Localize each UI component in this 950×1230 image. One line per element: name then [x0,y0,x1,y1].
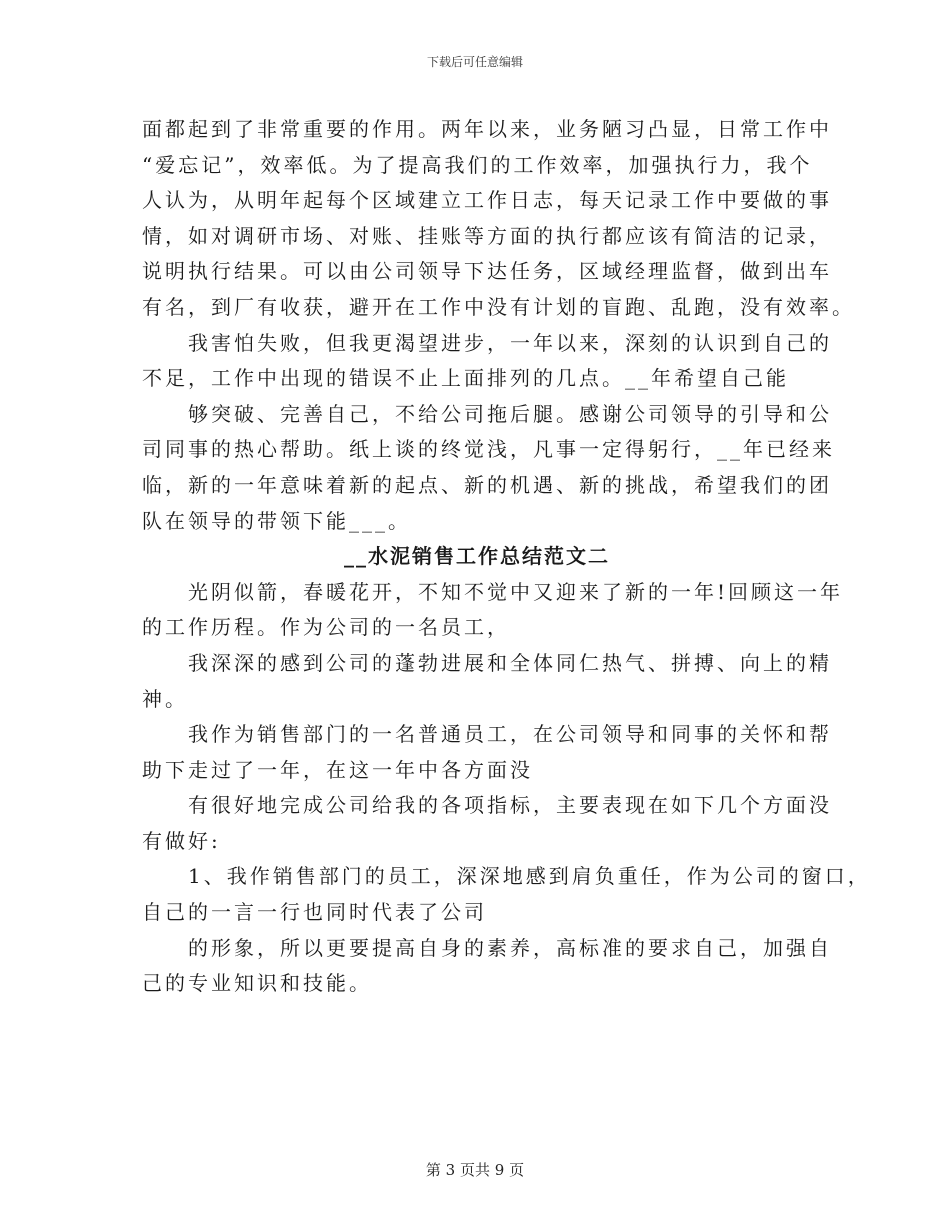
body-line: 够突破、完善自己，不给公司拖后腿。感谢公司领导的引导和公 [188,401,832,426]
body-line: 的工作历程。作为公司的一名员工， [142,615,510,640]
document-body [142,112,871,1002]
body-line: 有做好: [142,828,221,853]
page-number: 第 3 页共 9 页 [425,1161,525,1179]
body-line: 有名，到厂有收获，避开在工作中没有计划的盲跑、乱跑，没有效率。 [142,294,855,319]
section-heading: __水泥销售工作总结范文二 [344,544,610,569]
body-line: 人认为，从明年起每个区域建立工作日志，每天记录工作中要做的事 [142,188,832,213]
body-line: 有很好地完成公司给我的各项指标，主要表现在如下几个方面没 [188,793,832,818]
body-line: 情，如对调研市场、对账、挂账等方面的执行都应该有简洁的记录， [142,223,832,248]
body-line: 临，新的一年意味着新的起点、新的机遇、新的挑战，希望我们的团 [142,472,832,497]
body-line: 1、我作销售部门的员工，深深地感到肩负重任，作为公司的窗口， [188,864,871,889]
body-line: “爱忘记”，效率低。为了提高我们的工作效率，加强执行力，我个 [142,152,813,177]
body-line: 自己的一言一行也同时代表了公司 [142,900,487,925]
body-line: 我害怕失败，但我更渴望进步，一年以来，深刻的认识到自己的 [188,330,832,355]
body-line: 我深深的感到公司的蓬勃进展和全体同仁热气、拼搏、向上的精 [188,650,832,675]
body-line: 说明执行结果。可以由公司领导下达任务，区域经理监督，做到出车 [142,259,832,284]
body-line: 司同事的热心帮助。纸上谈的终觉浅，凡事一定得躬行，__年已经来 [142,437,835,462]
header-note: 下载后可任意编辑 [426,55,523,69]
body-line: 队在领导的带领下能___。 [142,508,411,533]
body-line: 光阴似箭，春暖花开，不知不觉中又迎来了新的一年!回顾这一年 [188,579,844,604]
body-line: 己的专业知识和技能。 [142,971,372,996]
body-line: 面都起到了非常重要的作用。两年以来，业务陋习凸显，日常工作中 [142,117,832,141]
body-line: 不足，工作中出现的错误不止上面排列的几点。__年希望自己能 [142,366,789,391]
body-line: 我作为销售部门的一名普通员工，在公司领导和同事的关怀和帮 [188,722,832,747]
body-line: 助下走过了一年，在这一年中各方面没 [142,757,533,782]
body-line: 的形象，所以更要提高自身的素养，高标准的要求自己，加强自 [188,935,832,960]
body-line: 神。 [142,686,188,711]
